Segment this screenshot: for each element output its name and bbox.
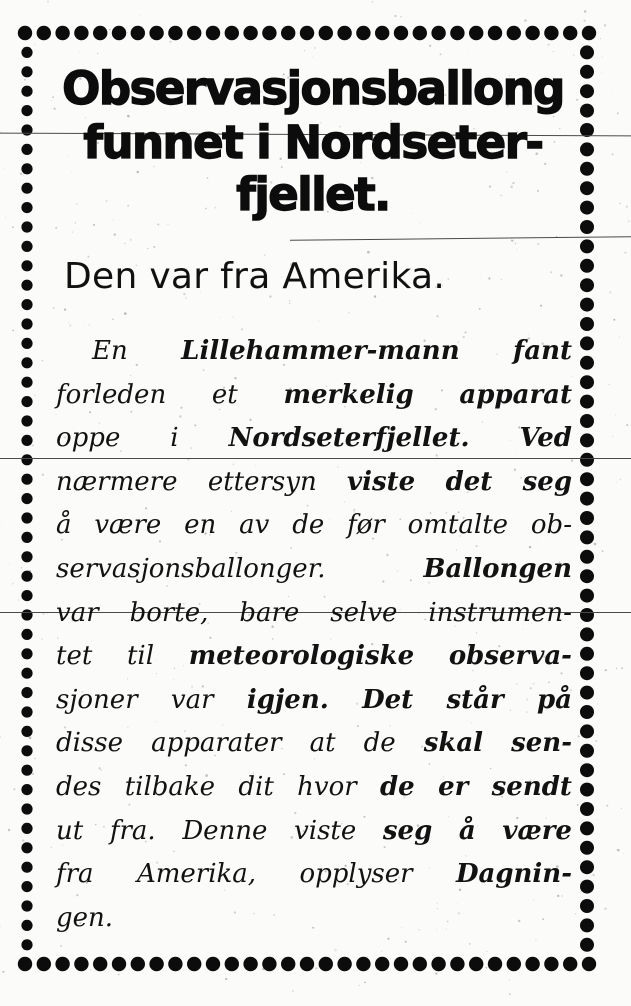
body-line bbox=[56, 330, 572, 374]
body-word: være bbox=[502, 815, 572, 846]
border-dot bbox=[319, 957, 333, 971]
border-dot bbox=[21, 163, 32, 174]
body-word: Denne bbox=[182, 815, 268, 846]
border-dot bbox=[580, 918, 594, 932]
body-word: igjen. bbox=[246, 684, 329, 715]
border-dot bbox=[580, 530, 594, 544]
body-word: av bbox=[239, 510, 270, 541]
border-dot bbox=[21, 590, 32, 601]
border-dot bbox=[525, 957, 539, 971]
border-dot bbox=[394, 957, 408, 971]
border-dot bbox=[580, 550, 594, 564]
border-dot bbox=[337, 26, 351, 40]
border-dot bbox=[580, 65, 594, 79]
body-line bbox=[56, 592, 572, 636]
border-dot bbox=[580, 802, 594, 816]
body-line bbox=[56, 417, 572, 461]
border-dot bbox=[21, 221, 32, 232]
border-dot bbox=[206, 957, 220, 971]
border-dot bbox=[187, 957, 201, 971]
border-dot bbox=[21, 706, 32, 717]
border-dot bbox=[187, 26, 201, 40]
body-word: bare bbox=[239, 597, 300, 628]
border-dot bbox=[580, 880, 594, 894]
border-dot bbox=[168, 957, 182, 971]
border-dot bbox=[580, 84, 594, 98]
border-dot bbox=[356, 957, 370, 971]
border-dot bbox=[21, 687, 32, 698]
border-dot bbox=[21, 726, 32, 737]
body-word: ut bbox=[56, 815, 84, 846]
body-word: de bbox=[292, 510, 325, 541]
border-dot bbox=[262, 26, 276, 40]
body-word: Amerika, bbox=[136, 859, 257, 890]
border-dot bbox=[563, 26, 577, 40]
body-word: selve bbox=[330, 597, 398, 628]
body-word: omtalte bbox=[407, 510, 509, 541]
border-dot bbox=[580, 589, 594, 603]
border-dot bbox=[394, 26, 408, 40]
body-word: fra bbox=[56, 859, 94, 890]
border-dot bbox=[18, 26, 32, 40]
border-dot bbox=[413, 957, 427, 971]
border-dot bbox=[375, 26, 389, 40]
border-dot bbox=[580, 783, 594, 797]
border-dot bbox=[21, 571, 32, 582]
body-word: før bbox=[347, 510, 385, 541]
body-word: seg bbox=[522, 466, 572, 497]
border-dot bbox=[300, 957, 314, 971]
body-line bbox=[56, 897, 572, 941]
border-dot bbox=[450, 26, 464, 40]
body-line bbox=[56, 679, 572, 723]
border-dot bbox=[112, 26, 126, 40]
border-dot bbox=[21, 299, 32, 310]
border-dot bbox=[149, 957, 163, 971]
body-word: observa- bbox=[448, 641, 572, 672]
body-word: borte, bbox=[129, 597, 209, 628]
border-dot bbox=[262, 957, 276, 971]
border-dot bbox=[580, 433, 594, 447]
border-dot bbox=[580, 899, 594, 913]
body-line bbox=[56, 548, 572, 592]
body-word: servasjonsballonger. bbox=[56, 553, 326, 584]
body-word: Det bbox=[362, 684, 414, 715]
border-dot bbox=[21, 862, 32, 873]
border-dot bbox=[319, 26, 333, 40]
article-headline bbox=[46, 62, 580, 222]
border-dot bbox=[21, 920, 32, 931]
body-word: merkelig bbox=[283, 379, 414, 410]
body-word: sendt bbox=[491, 771, 572, 802]
body-word: opplyser bbox=[299, 859, 413, 890]
border-dot bbox=[21, 357, 32, 368]
body-word: meteorologiske bbox=[188, 641, 415, 672]
border-dot bbox=[21, 493, 32, 504]
border-dot bbox=[55, 957, 69, 971]
border-dot bbox=[21, 124, 32, 135]
border-dot bbox=[21, 435, 32, 446]
border-dot bbox=[21, 260, 32, 271]
body-word: står bbox=[446, 684, 504, 715]
border-dot bbox=[580, 259, 594, 273]
border-dot bbox=[580, 162, 594, 176]
border-dot bbox=[18, 957, 32, 971]
border-dot bbox=[74, 26, 88, 40]
border-dot bbox=[21, 105, 32, 116]
body-word: de bbox=[363, 728, 396, 759]
border-dot bbox=[93, 957, 107, 971]
border-dot bbox=[21, 629, 32, 640]
border-dot bbox=[21, 318, 32, 329]
border-dot bbox=[580, 647, 594, 661]
border-dot bbox=[281, 957, 295, 971]
border-dot bbox=[21, 823, 32, 834]
body-word: sen- bbox=[511, 728, 572, 759]
body-word: apparat bbox=[459, 379, 572, 410]
border-dot bbox=[580, 142, 594, 156]
border-dot bbox=[21, 86, 32, 97]
border-dot bbox=[580, 278, 594, 292]
body-word: det bbox=[445, 466, 493, 497]
border-dot bbox=[580, 45, 594, 59]
body-word: viste bbox=[294, 815, 357, 846]
border-dot bbox=[469, 957, 483, 971]
border-dot bbox=[580, 841, 594, 855]
body-word: Lillehammer-mann bbox=[181, 336, 460, 366]
body-word: sjoner bbox=[56, 684, 138, 715]
body-word: Dagnin- bbox=[455, 859, 572, 890]
border-dot bbox=[580, 860, 594, 874]
border-dot bbox=[580, 492, 594, 506]
border-dot bbox=[21, 66, 32, 77]
body-word: instrumen- bbox=[428, 597, 572, 628]
border-dot bbox=[21, 241, 32, 252]
border-dot bbox=[580, 375, 594, 389]
body-word: Ballongen bbox=[423, 553, 572, 584]
body-word: oppe bbox=[56, 423, 121, 454]
border-dot bbox=[281, 26, 295, 40]
border-dot bbox=[580, 472, 594, 486]
body-word: å bbox=[56, 510, 72, 541]
border-dot bbox=[21, 668, 32, 679]
border-dot bbox=[580, 395, 594, 409]
border-dot bbox=[356, 26, 370, 40]
border-dot bbox=[21, 900, 32, 911]
border-dot bbox=[21, 474, 32, 485]
border-dot bbox=[21, 842, 32, 853]
border-dot bbox=[21, 939, 32, 950]
border-dot bbox=[580, 821, 594, 835]
body-word: skal bbox=[423, 728, 484, 759]
border-dot bbox=[21, 512, 32, 523]
border-dot bbox=[375, 957, 389, 971]
border-dot bbox=[93, 26, 107, 40]
body-word: var bbox=[56, 597, 99, 628]
border-dot bbox=[580, 298, 594, 312]
headline-line: fjellet. bbox=[236, 168, 390, 221]
border-dot bbox=[580, 569, 594, 583]
border-dot bbox=[55, 26, 69, 40]
border-dot bbox=[580, 317, 594, 331]
border-dot bbox=[469, 26, 483, 40]
headline-line: funnet i Nordseter- bbox=[83, 116, 543, 169]
border-dot bbox=[21, 551, 32, 562]
border-dot bbox=[131, 957, 145, 971]
body-word: tilbake bbox=[124, 771, 216, 802]
headline-line: Observasjonsballong bbox=[62, 62, 564, 115]
border-dot bbox=[168, 26, 182, 40]
border-dot bbox=[112, 957, 126, 971]
border-dot bbox=[580, 744, 594, 758]
body-word: gen. bbox=[56, 902, 114, 933]
body-word: er bbox=[438, 771, 469, 802]
body-line bbox=[56, 810, 572, 854]
border-dot bbox=[337, 957, 351, 971]
border-dot bbox=[74, 957, 88, 971]
body-word: forleden bbox=[56, 379, 167, 410]
border-dot bbox=[21, 648, 32, 659]
border-dot bbox=[21, 765, 32, 776]
body-word: nærmere bbox=[56, 466, 178, 497]
border-dot bbox=[21, 338, 32, 349]
body-line bbox=[56, 853, 572, 897]
body-word: være bbox=[94, 510, 162, 541]
border-dot bbox=[21, 784, 32, 795]
border-dot bbox=[21, 202, 32, 213]
border-dot bbox=[243, 957, 257, 971]
body-word: des bbox=[56, 771, 102, 802]
body-line bbox=[56, 461, 572, 505]
border-dot bbox=[580, 356, 594, 370]
body-word: ob- bbox=[530, 510, 572, 541]
body-line bbox=[56, 722, 572, 766]
border-dot bbox=[21, 745, 32, 756]
body-word: var bbox=[170, 684, 214, 715]
article-body bbox=[56, 330, 572, 940]
body-word: viste bbox=[347, 466, 416, 497]
body-word: disse bbox=[56, 728, 124, 759]
border-dot bbox=[580, 181, 594, 195]
body-word: dit bbox=[238, 771, 274, 802]
border-dot bbox=[225, 957, 239, 971]
body-word: En bbox=[92, 336, 128, 366]
border-dot bbox=[21, 144, 32, 155]
border-dot bbox=[413, 26, 427, 40]
body-line bbox=[56, 766, 572, 810]
body-line bbox=[56, 374, 572, 418]
border-dot bbox=[488, 957, 502, 971]
border-dot bbox=[300, 26, 314, 40]
border-dot bbox=[580, 336, 594, 350]
border-dot bbox=[21, 47, 32, 58]
body-word: hvor bbox=[297, 771, 357, 802]
body-word: på bbox=[536, 684, 572, 715]
border-dot bbox=[580, 453, 594, 467]
border-dot bbox=[37, 26, 51, 40]
border-dot bbox=[21, 803, 32, 814]
body-word: et bbox=[211, 379, 238, 410]
border-dot bbox=[580, 511, 594, 525]
border-dot bbox=[243, 26, 257, 40]
border-dot bbox=[450, 957, 464, 971]
border-dot bbox=[582, 26, 596, 40]
border-dot bbox=[507, 26, 521, 40]
border-dot bbox=[225, 26, 239, 40]
border-dot bbox=[580, 220, 594, 234]
body-word: å bbox=[458, 815, 476, 846]
body-line bbox=[56, 504, 572, 548]
border-dot bbox=[580, 724, 594, 738]
body-word: Ved bbox=[519, 423, 572, 454]
border-dot bbox=[488, 26, 502, 40]
border-dot bbox=[21, 377, 32, 388]
border-dot bbox=[563, 957, 577, 971]
body-word: Nordseterfjellet. bbox=[228, 423, 470, 454]
border-dot bbox=[580, 763, 594, 777]
border-dot bbox=[431, 957, 445, 971]
body-word: i bbox=[170, 423, 179, 454]
border-dot bbox=[580, 239, 594, 253]
border-dot bbox=[580, 666, 594, 680]
border-dot bbox=[580, 705, 594, 719]
border-dot bbox=[131, 26, 145, 40]
border-dot bbox=[580, 627, 594, 641]
article-subheading: Den var fra Amerika. bbox=[64, 256, 446, 297]
border-dot bbox=[21, 183, 32, 194]
border-dot bbox=[525, 26, 539, 40]
border-dot bbox=[580, 201, 594, 215]
border-dot bbox=[580, 686, 594, 700]
border-dot bbox=[507, 957, 521, 971]
border-dot bbox=[580, 938, 594, 952]
border-dot bbox=[582, 957, 596, 971]
body-word: en bbox=[184, 510, 217, 541]
border-dot bbox=[21, 454, 32, 465]
border-dot bbox=[21, 881, 32, 892]
border-dot bbox=[580, 414, 594, 428]
border-dot bbox=[21, 396, 32, 407]
border-dot bbox=[21, 532, 32, 543]
border-dot bbox=[149, 26, 163, 40]
body-line bbox=[56, 635, 572, 679]
body-word: ettersyn bbox=[207, 466, 317, 497]
border-dot bbox=[580, 104, 594, 118]
border-dot bbox=[206, 26, 220, 40]
border-dot bbox=[431, 26, 445, 40]
border-dot bbox=[21, 280, 32, 291]
body-word: til bbox=[126, 641, 155, 672]
border-dot bbox=[580, 608, 594, 622]
body-word: fant bbox=[513, 336, 572, 366]
body-word: fra. bbox=[109, 815, 156, 846]
body-word: at bbox=[309, 728, 336, 759]
border-dot bbox=[21, 415, 32, 426]
body-word: tet bbox=[56, 641, 93, 672]
border-dot bbox=[544, 26, 558, 40]
border-dot bbox=[37, 957, 51, 971]
border-dot bbox=[544, 957, 558, 971]
body-word: seg bbox=[382, 815, 433, 846]
body-word: apparater bbox=[151, 728, 282, 759]
body-word: de bbox=[380, 771, 415, 802]
